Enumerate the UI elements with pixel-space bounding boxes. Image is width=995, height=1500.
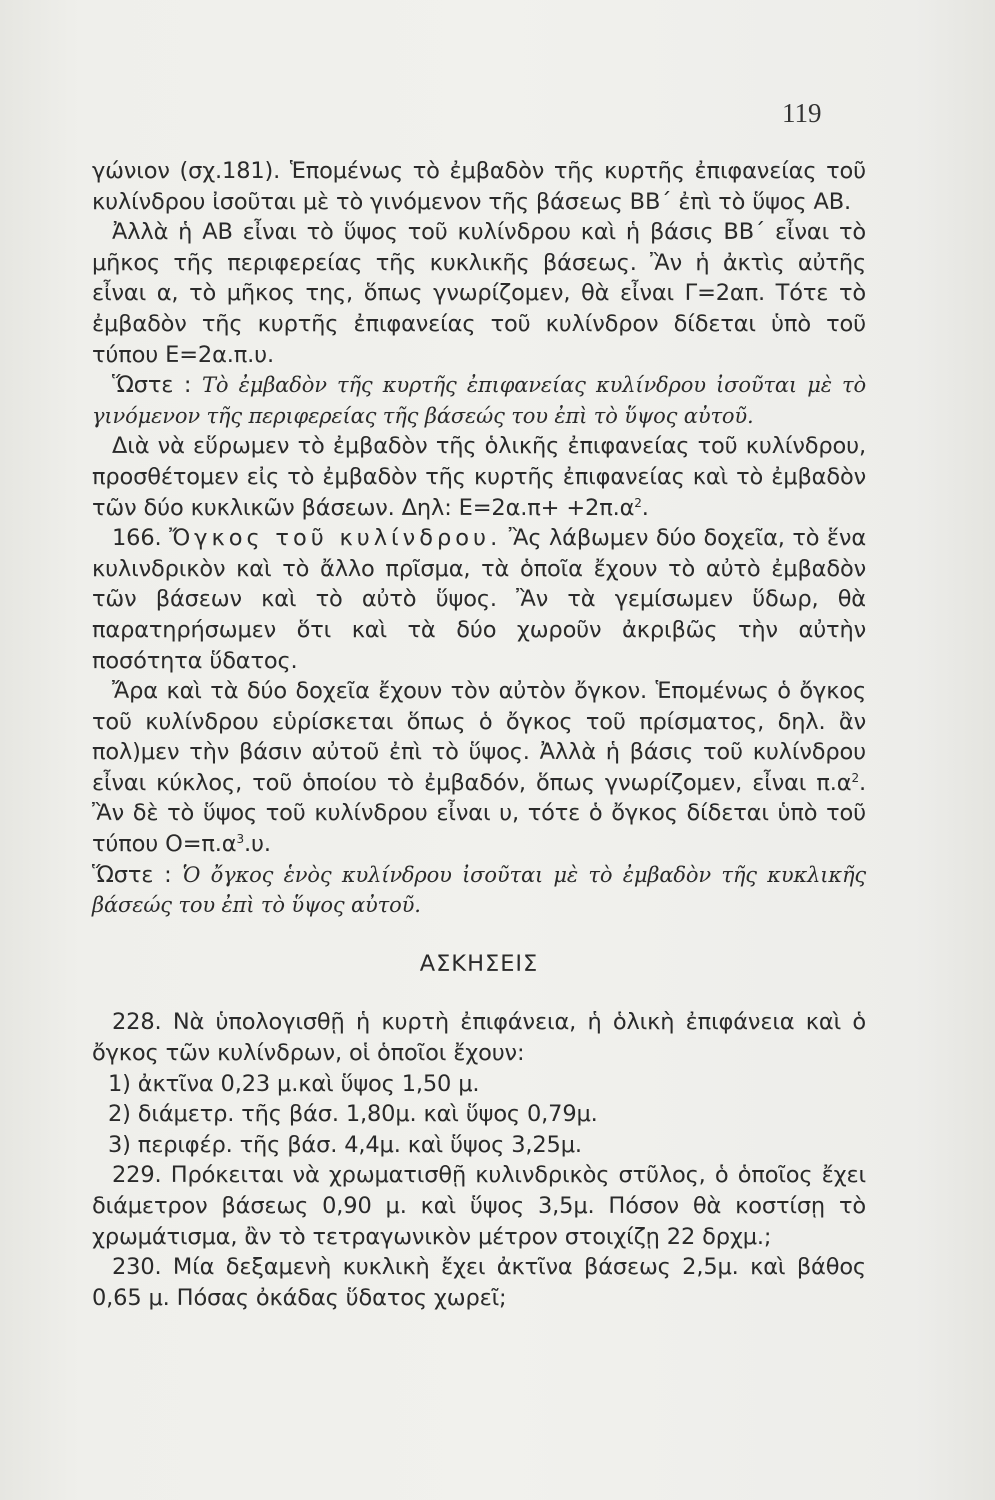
rule-lead: Ὥστε : (112, 372, 203, 399)
section-paragraph (92, 523, 866, 676)
list-item: 3) περιφέρ. τῆς βάσ. 4,4μ. καὶ ὕψος 3,25μ. (108, 1131, 582, 1158)
superscript: 3 (236, 832, 244, 847)
page-number: 119 (782, 98, 822, 128)
paragraph: γώνιον (σχ.181). Ἑπομένως τὸ ἐμβαδὸν τῆς κυρτῆς ἐπιφανείας τοῦ κυλίνδρου ἰσοῦται μὲ τὸ γινόμενον τῆς βάσεως ΒΒ΄ ἐπὶ τὸ ὕψος ΑΒ. (92, 158, 866, 215)
list-item: 2) διάμετρ. τῆς βάσ. 1,80μ. καὶ ὕψος 0,79μ. (108, 1101, 598, 1128)
paragraph-text: Διὰ νὰ εὕρωμεν τὸ ἐμβαδὸν τῆς ὁλικῆς ἐπιφανείας τοῦ κυλίνδρου, προσθέτομεν εἰς τὸ ἐμβαδὸν τῆς κυρτῆς ἐπιφανείας καὶ τὸ ἐμβαδὸν τῶν δύο κυκλικῶν βάσεων. Δηλ: Ε=2α.π+ +2π.α (92, 433, 866, 521)
rule-paragraph (92, 860, 866, 921)
exercise-230: 230. Μία δεξαμενὴ κυκλικὴ ἔχει ἀκτῖνα βάσεως 2,5μ. καὶ βάθος 0,65 μ. Πόσας ὀκάδας ὕδατος χωρεῖ; (92, 1254, 866, 1311)
superscript: 2 (634, 495, 642, 510)
paragraph-text: . Ἂν δὲ τὸ ὕψος τοῦ κυλίνδρου εἶναι υ, τότε ὁ ὄγκος δίδεται ὑπὸ τοῦ τύπου Ο=π.α (92, 769, 866, 858)
section-title: Ὄγκος τοῦ κυλίνδρου. (169, 525, 502, 552)
rule-paragraph (92, 370, 866, 431)
rule-lead: Ὥστε : (92, 861, 183, 888)
exercise-228: 228. Νὰ ὑπολογισθῇ ἡ κυρτὴ ἐπιφάνεια, ἡ ὁλικὴ ἐπιφάνεια καὶ ὁ ὄγκος τῶν κυλίνδρων, οἱ ὁποῖοι ἔχουν: (92, 1009, 866, 1067)
paragraph-text: Ἂς λάβωμεν δύο δοχεῖα, τὸ ἕνα κυλινδρικὸν καὶ τὸ ἄλλο πρῖσμα, τὰ ὁποῖα ἔχουν τὸ αὐτὸ ἐμβαδὸν τῶν βάσεων καὶ τὸ αὐτὸ ὕψος. Ἂν τὰ γεμίσωμεν ὕδωρ, θὰ παρατηρήσωμεν ὅτι καὶ τὰ δύο χωροῦν ἀκριβῶς τὴν αὐτὴν ποσότητα ὕδατος. (92, 525, 867, 674)
paragraph: Ἀλλὰ ἡ ΑΒ εἶναι τὸ ὕψος τοῦ κυλίνδρου καὶ ἡ βάσις ΒΒ΄ εἶναι τὸ μῆκος τῆς περιφερείας τῆς κυκλικῆς βάσεως. Ἂν ἡ ἀκτὶς αὐτῆς εἶναι α, τὸ μῆκος της, ὅπως γνωρίζομεν, θὰ εἶναι Γ=2απ. Τότε τὸ ἐμβαδὸν τῆς κυρτῆς ἐπιφανείας τοῦ κυλίνδρον δίδεται ὑπὸ τοῦ τύπου Ε=2α.π.υ. (92, 219, 866, 368)
list-item: 1) ἀκτῖνα 0,23 μ.καὶ ὕψος 1,50 μ. (108, 1070, 480, 1097)
body-text (92, 156, 866, 1313)
paragraph (92, 431, 866, 523)
exercise-items (92, 1069, 866, 1161)
paragraph-text-end: . (641, 494, 649, 521)
exercises-heading: ΑΣΚΗΣΕΙΣ (419, 950, 539, 977)
section-number: 166. (112, 525, 170, 552)
exercise-229: 229. Πρόκειται νὰ χρωματισθῇ κυλινδρικὸς στῦλος, ὁ ὁποῖος ἔχει διάμετρον βάσεως 0,90 μ. καὶ ὕψος 3,5μ. Πόσον θὰ κοστίσῃ τὸ χρωμάτισμα, ἂν τὸ τετραγωνικὸν μέτρον στοιχίζῃ 22 δρχμ.; (92, 1162, 866, 1250)
paragraph (92, 676, 866, 860)
rule-text: Τὸ ἐμβαδὸν τῆς κυρτῆς ἐπιφανείας κυλίνδρου ἰσοῦται μὲ τὸ γινόμενον τῆς περιφερείας τῆς βάσεώς του ἐπὶ τὸ ὕψος αὐτοῦ. (92, 373, 866, 428)
superscript: 2 (851, 770, 859, 785)
rule-text: Ὁ ὄγκος ἑνὸς κυλίνδρου ἰσοῦται μὲ τὸ ἐμβαδὸν τῆς κυκλικῆς βάσεώς του ἐπὶ τὸ ὕψος αὐτοῦ. (92, 862, 866, 918)
paragraph-text: Ἄρα καὶ τὰ δύο δοχεῖα ἔχουν τὸν αὐτὸν ὄγκον. Ἑπομένως ὁ ὄγκος τοῦ κυλίνδρου εὑρίσκεται ὅπως ὁ ὄγκος τοῦ πρίσματος, δηλ. ἂν πολ)μεν τὴν βάσιν αὐτοῦ ἐπὶ τὸ ὕψος. Ἀλλὰ ἡ βάσις τοῦ κυλίνδρου εἶναι κύκλος, τοῦ ὁποίου τὸ ἐμβαδόν, ὅπως γνωρίζομεν, εἶναι π.α (92, 678, 866, 796)
paragraph-text: .υ. (244, 831, 271, 858)
